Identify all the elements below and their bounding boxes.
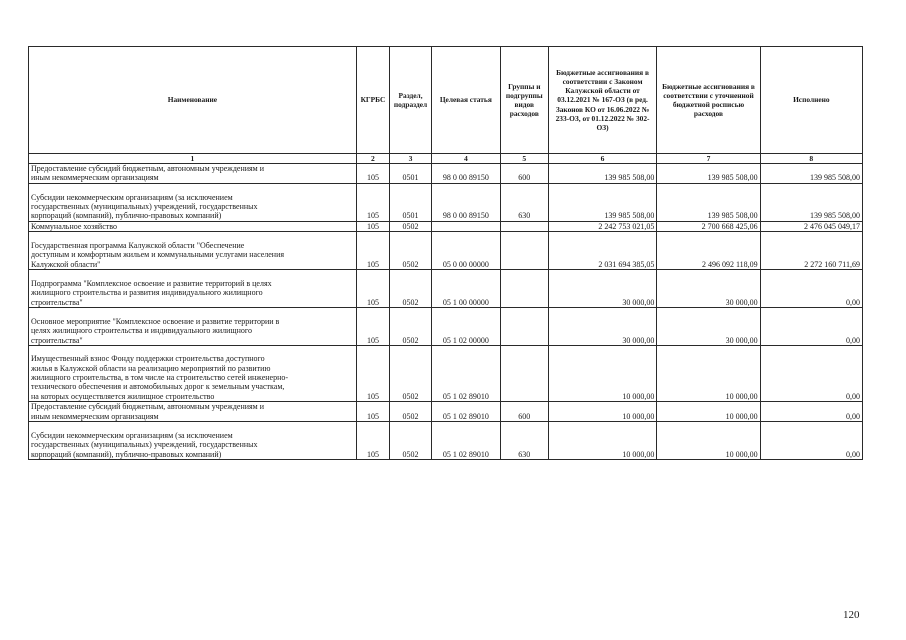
- row-section: 0502: [390, 346, 432, 402]
- row-amount-revised: 2 700 668 425,06: [657, 221, 760, 231]
- table-row: [29, 164, 863, 184]
- column-number: 7: [657, 154, 760, 164]
- row-section: 0502: [390, 402, 432, 422]
- row-amount-law: 10 000,00: [548, 402, 657, 422]
- row-amount-revised: 139 985 508,00: [657, 183, 760, 221]
- column-number: 5: [500, 154, 548, 164]
- row-amount-revised: 10 000,00: [657, 402, 760, 422]
- row-section: 0501: [390, 183, 432, 221]
- row-section: 0502: [390, 308, 432, 346]
- row-section: 0502: [390, 232, 432, 270]
- row-amount-executed: 0,00: [760, 422, 862, 460]
- row-kgrbs: 105: [356, 402, 389, 422]
- row-target-code: 98 0 00 89150: [431, 164, 500, 184]
- row-section: 0502: [390, 270, 432, 308]
- column-number: 2: [356, 154, 389, 164]
- row-section: 0501: [390, 164, 432, 184]
- row-name: Предоставление субсидий бюджетным, автономным учреждениям и иным некоммерческим организациям: [29, 402, 357, 422]
- row-section: 0502: [390, 221, 432, 231]
- row-expense-group: 600: [500, 402, 548, 422]
- row-target-code: 98 0 00 89150: [431, 183, 500, 221]
- header-name: Наименование: [29, 47, 357, 154]
- column-number: 8: [760, 154, 862, 164]
- row-amount-law: 10 000,00: [548, 422, 657, 460]
- header-law: Бюджетные ассигнования в соответствии с Законом Калужской области от 03.12.2021 № 167-ОЗ (в ред. Законов КО от 16.06.2022 № 233-ОЗ, от 01.12.2022 № 302-ОЗ): [548, 47, 657, 154]
- row-amount-law: 30 000,00: [548, 270, 657, 308]
- row-name: Основное мероприятие "Комплексное освоение и развитие территории в целях жилищного строительства и индивидуального жилищного строительства": [29, 308, 357, 346]
- row-amount-executed: 2 272 160 711,69: [760, 232, 862, 270]
- row-amount-executed: 0,00: [760, 270, 862, 308]
- header-target: Целевая статья: [431, 47, 500, 154]
- row-kgrbs: 105: [356, 221, 389, 231]
- row-expense-group: 630: [500, 422, 548, 460]
- row-amount-law: 10 000,00: [548, 346, 657, 402]
- header-kgrbs: КГРБС: [356, 47, 389, 154]
- table-row: [29, 346, 863, 402]
- row-kgrbs: 105: [356, 270, 389, 308]
- table-header-row: [29, 47, 863, 154]
- row-amount-executed: 0,00: [760, 402, 862, 422]
- row-kgrbs: 105: [356, 346, 389, 402]
- header-section: Раздел, подраздел: [390, 47, 432, 154]
- row-target-code: [431, 221, 500, 231]
- header-group: Группы и подгруппы видов расходов: [500, 47, 548, 154]
- row-expense-group: [500, 232, 548, 270]
- row-target-code: 05 1 02 89010: [431, 402, 500, 422]
- row-amount-law: 139 985 508,00: [548, 183, 657, 221]
- row-amount-executed: 0,00: [760, 308, 862, 346]
- row-amount-executed: 139 985 508,00: [760, 164, 862, 184]
- row-target-code: 05 1 02 00000: [431, 308, 500, 346]
- row-expense-group: [500, 270, 548, 308]
- row-section: 0502: [390, 422, 432, 460]
- row-name: Субсидии некоммерческим организациям (за исключением государственных (муниципальных) учреждений, государственных корпораций (компаний), публично-правовых компаний): [29, 183, 357, 221]
- row-kgrbs: 105: [356, 422, 389, 460]
- row-kgrbs: 105: [356, 308, 389, 346]
- row-kgrbs: 105: [356, 232, 389, 270]
- row-name: Коммунальное хозяйство: [29, 221, 357, 231]
- row-amount-law: 139 985 508,00: [548, 164, 657, 184]
- column-number: 4: [431, 154, 500, 164]
- column-number: 3: [390, 154, 432, 164]
- row-expense-group: [500, 308, 548, 346]
- row-target-code: 05 1 00 00000: [431, 270, 500, 308]
- row-name: Предоставление субсидий бюджетным, автономным учреждениям и иным некоммерческим организациям: [29, 164, 357, 184]
- table-row: [29, 183, 863, 221]
- table-row: [29, 232, 863, 270]
- row-amount-revised: 2 496 092 118,09: [657, 232, 760, 270]
- table-row: [29, 402, 863, 422]
- row-amount-revised: 30 000,00: [657, 308, 760, 346]
- row-amount-revised: 30 000,00: [657, 270, 760, 308]
- column-number: 6: [548, 154, 657, 164]
- column-numbers-row: [29, 154, 863, 164]
- column-number: 1: [29, 154, 357, 164]
- row-name: Подпрограмма "Комплексное освоение и развитие территорий в целях жилищного строительства и развития индивидуального жилищного строительства": [29, 270, 357, 308]
- table-row: [29, 221, 863, 231]
- row-expense-group: 600: [500, 164, 548, 184]
- table-row: [29, 270, 863, 308]
- row-name: Имущественный взнос Фонду поддержки строительства доступного жилья в Калужской области на реализацию мероприятий по развитию жилищного строительства, в том числе на строительство сетей инженерно- технического обеспечения и автомобильных дорог к земельным участкам, на которых осуществляется жилищное строительство: [29, 346, 357, 402]
- row-target-code: 05 1 02 89010: [431, 346, 500, 402]
- row-amount-revised: 10 000,00: [657, 346, 760, 402]
- row-amount-executed: 139 985 508,00: [760, 183, 862, 221]
- row-kgrbs: 105: [356, 164, 389, 184]
- page-number: 120: [843, 609, 860, 621]
- row-kgrbs: 105: [356, 183, 389, 221]
- row-target-code: 05 1 02 89010: [431, 422, 500, 460]
- row-expense-group: 630: [500, 183, 548, 221]
- row-name: Субсидии некоммерческим организациям (за исключением государственных (муниципальных) учреждений, государственных корпораций (компаний), публично-правовых компаний): [29, 422, 357, 460]
- row-amount-executed: 2 476 045 049,17: [760, 221, 862, 231]
- budget-table: [28, 46, 863, 460]
- row-amount-revised: 139 985 508,00: [657, 164, 760, 184]
- row-amount-law: 2 242 753 021,05: [548, 221, 657, 231]
- table-row: [29, 422, 863, 460]
- table-row: [29, 308, 863, 346]
- row-amount-law: 2 031 694 385,05: [548, 232, 657, 270]
- row-target-code: 05 0 00 00000: [431, 232, 500, 270]
- row-amount-revised: 10 000,00: [657, 422, 760, 460]
- header-revised: Бюджетные ассигнования в соответствии с уточненной бюджетной росписью расходов: [657, 47, 760, 154]
- header-executed: Исполнено: [760, 47, 862, 154]
- row-name: Государственная программа Калужской области "Обеспечение доступным и комфортным жильем и коммунальными услугами населения Калужской области": [29, 232, 357, 270]
- row-amount-executed: 0,00: [760, 346, 862, 402]
- row-expense-group: [500, 221, 548, 231]
- row-amount-law: 30 000,00: [548, 308, 657, 346]
- row-expense-group: [500, 346, 548, 402]
